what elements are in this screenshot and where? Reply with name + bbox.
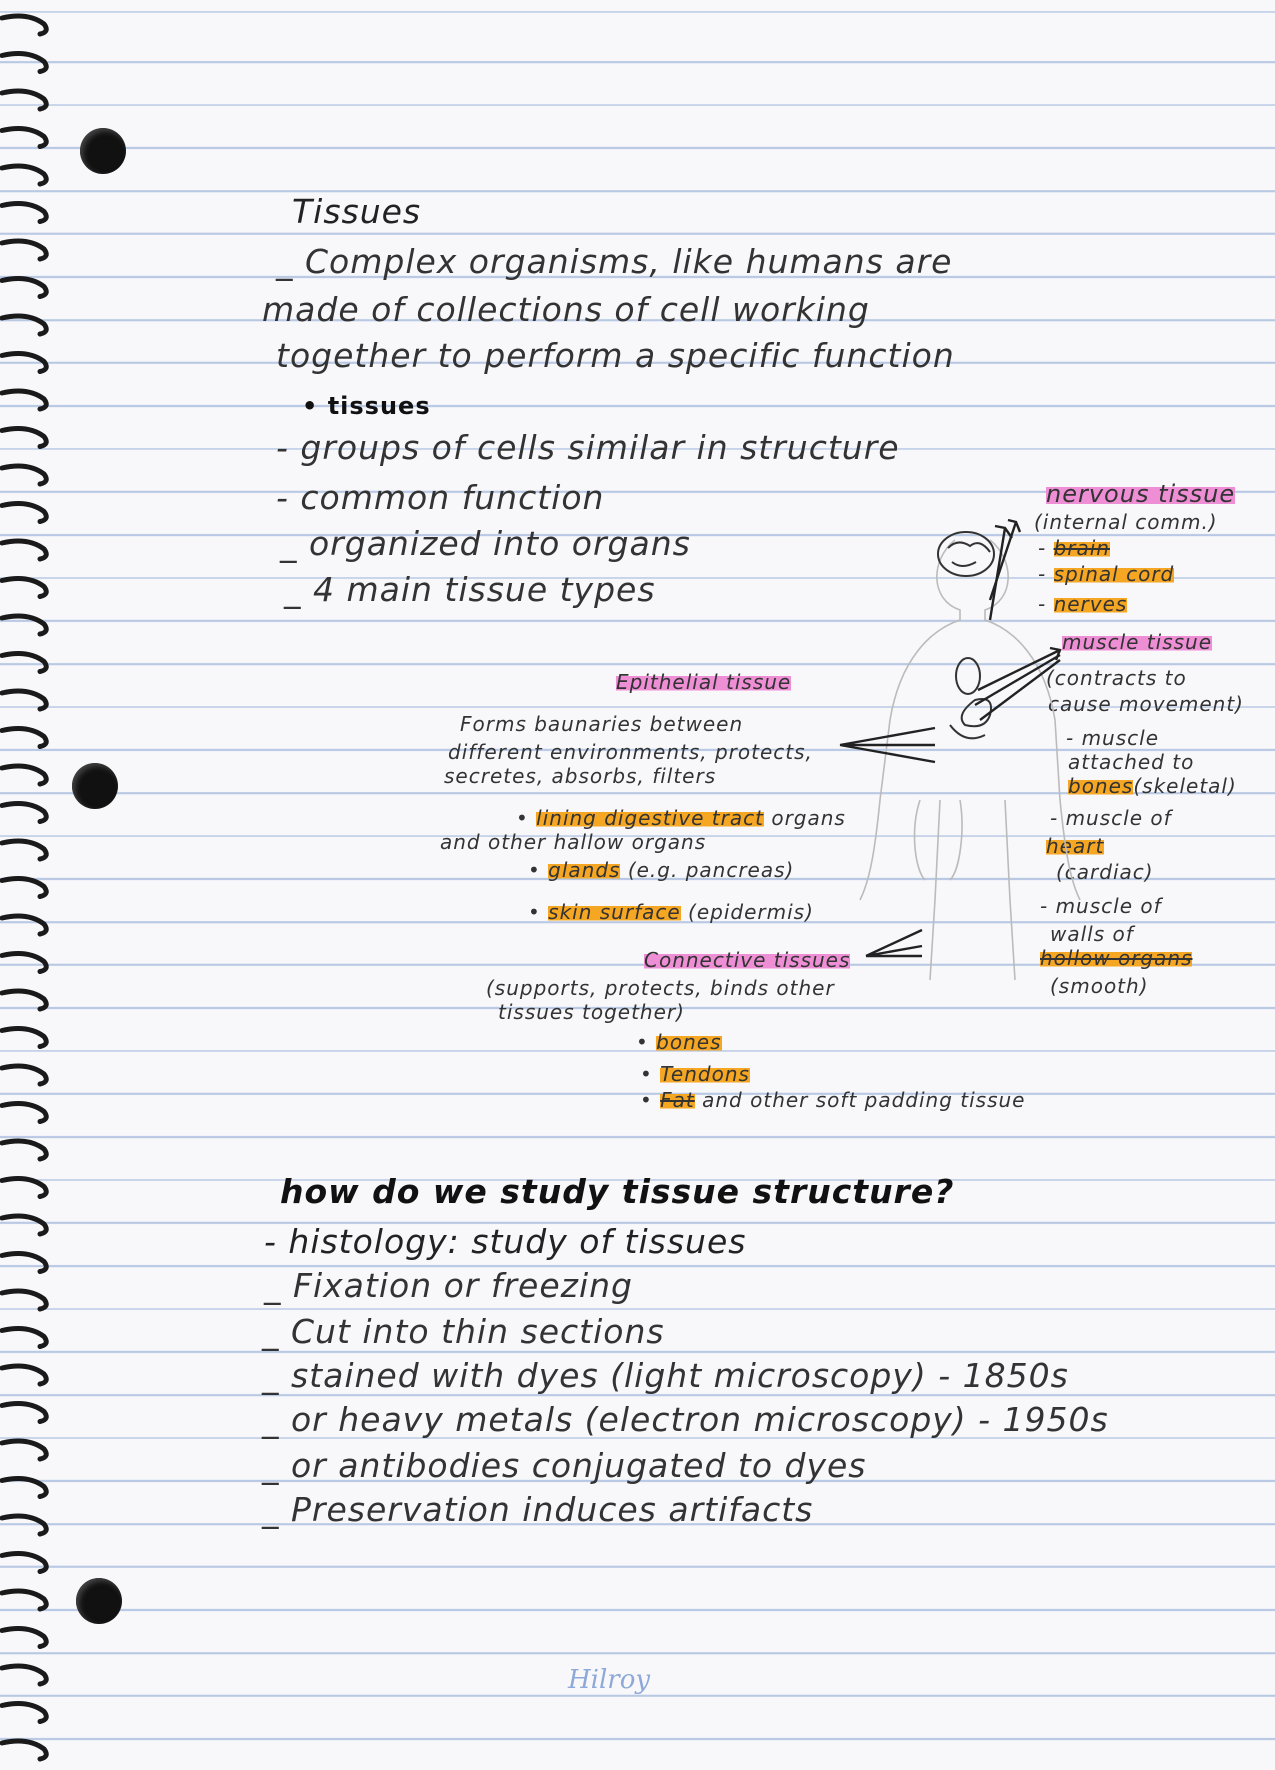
smooth-highlight: hollow organs	[1040, 946, 1193, 970]
connective-text: Connective tissues	[644, 948, 851, 972]
spiral-coil	[2, 729, 46, 747]
spiral-coil	[2, 1666, 46, 1684]
nervous-item-text: brain	[1053, 536, 1110, 560]
spiral-coil	[2, 1254, 46, 1272]
connective-label	[644, 948, 850, 972]
cardiac-line-1: - muscle of	[1050, 806, 1172, 830]
nervous-item-spinal-cord: - spinal cord	[1038, 562, 1175, 586]
spiral-coil	[2, 1554, 46, 1572]
epithelial-item-highlight: glands	[548, 858, 621, 882]
muscle-note-1: (contracts to	[1046, 666, 1187, 690]
study-line: _ stained with dyes (light microscopy) - 1850s	[262, 1356, 1069, 1395]
spiral-coil	[2, 1591, 46, 1609]
nervous-item-text: spinal cord	[1053, 562, 1175, 586]
epithelial-desc-2: different environments, protects,	[448, 740, 813, 764]
epithelial-item-2: • glands (e.g. pancreas)	[528, 858, 795, 882]
spiral-coil	[2, 691, 46, 709]
skeletal-rest: (skeletal)	[1133, 774, 1237, 798]
punch-hole-top	[80, 128, 126, 174]
connective-item-bones: • bones	[636, 1030, 722, 1054]
spiral-coil	[2, 1104, 46, 1122]
study-line: _ Cut into thin sections	[262, 1312, 665, 1351]
connective-item-highlight: Fat	[660, 1088, 695, 1112]
spiral-coil	[2, 1291, 46, 1309]
connective-item-rest: and other soft padding tissue	[702, 1088, 1026, 1112]
skeletal-line-1: - muscle	[1066, 726, 1160, 750]
epithelial-label	[616, 670, 791, 694]
spiral-coil	[2, 991, 46, 1009]
brand-logo: Hilroy	[568, 1665, 651, 1695]
spiral-coil	[2, 129, 46, 147]
muscle-note-2: cause movement)	[1048, 692, 1244, 716]
cardiac-line-3: (cardiac)	[1056, 860, 1154, 884]
punch-hole-bottom	[76, 1578, 122, 1624]
nervous-item-nerves: - nerves	[1038, 592, 1128, 616]
epithelial-item-1-line-2: and other hallow organs	[440, 830, 707, 854]
smooth-line-3	[1040, 946, 1192, 970]
spiral-coil	[2, 391, 46, 409]
spiral-coil	[2, 1366, 46, 1384]
connective-desc-2: tissues together)	[498, 1000, 685, 1024]
spiral-coil	[2, 1629, 46, 1647]
skeletal-line-3	[1068, 774, 1237, 798]
nervous-tissue-text: nervous tissue	[1046, 480, 1236, 508]
spiral-coil	[2, 204, 46, 222]
epithelial-item-rest: (e.g. pancreas)	[627, 858, 795, 882]
spiral-binding	[0, 0, 62, 1770]
intro-line-3: together to perform a specific function	[276, 336, 955, 375]
connective-item-fat: • Fat and other soft padding tissue	[640, 1088, 1026, 1112]
spiral-coil	[2, 241, 46, 259]
nervous-item-brain: - brain	[1038, 536, 1110, 560]
connective-item-highlight: bones	[656, 1030, 722, 1054]
spiral-coil	[2, 1479, 46, 1497]
spiral-coil	[2, 616, 46, 634]
spiral-coil	[2, 841, 46, 859]
smooth-line-1: - muscle of	[1040, 894, 1162, 918]
spiral-coil	[2, 504, 46, 522]
tissues-heading: • tissues	[302, 392, 431, 420]
spiral-coil	[2, 1741, 46, 1759]
spiral-coil	[2, 879, 46, 897]
spiral-coil	[2, 1516, 46, 1534]
epithelial-item-rest: organs	[771, 806, 846, 830]
cardiac-line-2	[1046, 834, 1104, 858]
spiral-coil	[2, 1216, 46, 1234]
study-heading: how do we study tissue structure?	[280, 1172, 955, 1211]
smooth-line-4: (smooth)	[1050, 974, 1149, 998]
arrow-lines	[840, 520, 1060, 956]
tissue-point: _ 4 main tissue types	[284, 570, 656, 609]
epithelial-item-highlight: lining digestive tract	[536, 806, 764, 830]
study-line: _ Preservation induces artifacts	[262, 1490, 814, 1529]
spiral-coil	[2, 429, 46, 447]
spiral-coil	[2, 766, 46, 784]
spiral-coil	[2, 91, 46, 109]
spiral-coil	[2, 354, 46, 372]
epithelial-item-3: • skin surface (epidermis)	[528, 900, 814, 924]
study-line: _ or antibodies conjugated to dyes	[262, 1446, 867, 1485]
punch-hole-middle	[72, 763, 118, 809]
spiral-coil	[2, 1029, 46, 1047]
connective-desc-1: (supports, protects, binds other	[486, 976, 835, 1000]
spiral-coil	[2, 1066, 46, 1084]
skeletal-line-2: attached to	[1068, 750, 1195, 774]
spiral-coil	[2, 1441, 46, 1459]
study-line: - histology: study of tissues	[264, 1222, 747, 1261]
spiral-coil	[2, 466, 46, 484]
spiral-coil	[2, 654, 46, 672]
spiral-coil	[2, 1141, 46, 1159]
connective-item-highlight: Tendons	[660, 1062, 750, 1086]
spiral-coil	[2, 579, 46, 597]
intro-line-1: _ Complex organisms, like humans are	[276, 242, 953, 281]
spiral-coil	[2, 804, 46, 822]
brain-icon	[938, 532, 994, 576]
spiral-coil	[2, 166, 46, 184]
epithelial-desc-3: secretes, absorbs, filters	[444, 764, 717, 788]
epithelial-item-rest: (epidermis)	[688, 900, 814, 924]
nervous-tissue-label	[1046, 480, 1235, 508]
spiral-coil	[2, 54, 46, 72]
spiral-coil	[2, 316, 46, 334]
organ-icons	[950, 658, 991, 738]
spiral-coil	[2, 1179, 46, 1197]
spiral-coil	[2, 1329, 46, 1347]
spiral-coil	[2, 1704, 46, 1722]
smooth-line-2: walls of	[1050, 922, 1134, 946]
connective-item-tendons: • Tendons	[640, 1062, 750, 1086]
study-line: _ Fixation or freezing	[264, 1266, 633, 1305]
nervous-item-text: nerves	[1053, 592, 1128, 616]
skeletal-highlight: bones	[1068, 774, 1134, 798]
cardiac-highlight: heart	[1046, 834, 1105, 858]
spiral-coil	[2, 916, 46, 934]
tissue-point: _ organized into organs	[280, 524, 691, 563]
tissue-point: - common function	[276, 478, 605, 517]
spiral-coil	[2, 541, 46, 559]
tissue-point: - groups of cells similar in structure	[276, 428, 900, 467]
muscle-tissue-label	[1062, 630, 1212, 654]
epithelial-item-highlight: skin surface	[548, 900, 681, 924]
epithelial-desc-1: Forms baunaries between	[460, 712, 744, 736]
spiral-coil	[2, 279, 46, 297]
study-line: _ or heavy metals (electron microscopy) - 1950s	[262, 1400, 1109, 1439]
spiral-coil	[2, 954, 46, 972]
epithelial-text: Epithelial tissue	[616, 670, 792, 694]
muscle-tissue-text: muscle tissue	[1062, 630, 1213, 654]
nervous-note: (internal comm.)	[1034, 510, 1218, 534]
intro-line-2: made of collections of cell working	[262, 290, 870, 329]
page-title: Tissues	[292, 192, 422, 231]
epithelial-item-1: • lining digestive tract organs	[516, 806, 846, 830]
spiral-coil	[2, 16, 46, 34]
spiral-coil	[2, 1404, 46, 1422]
